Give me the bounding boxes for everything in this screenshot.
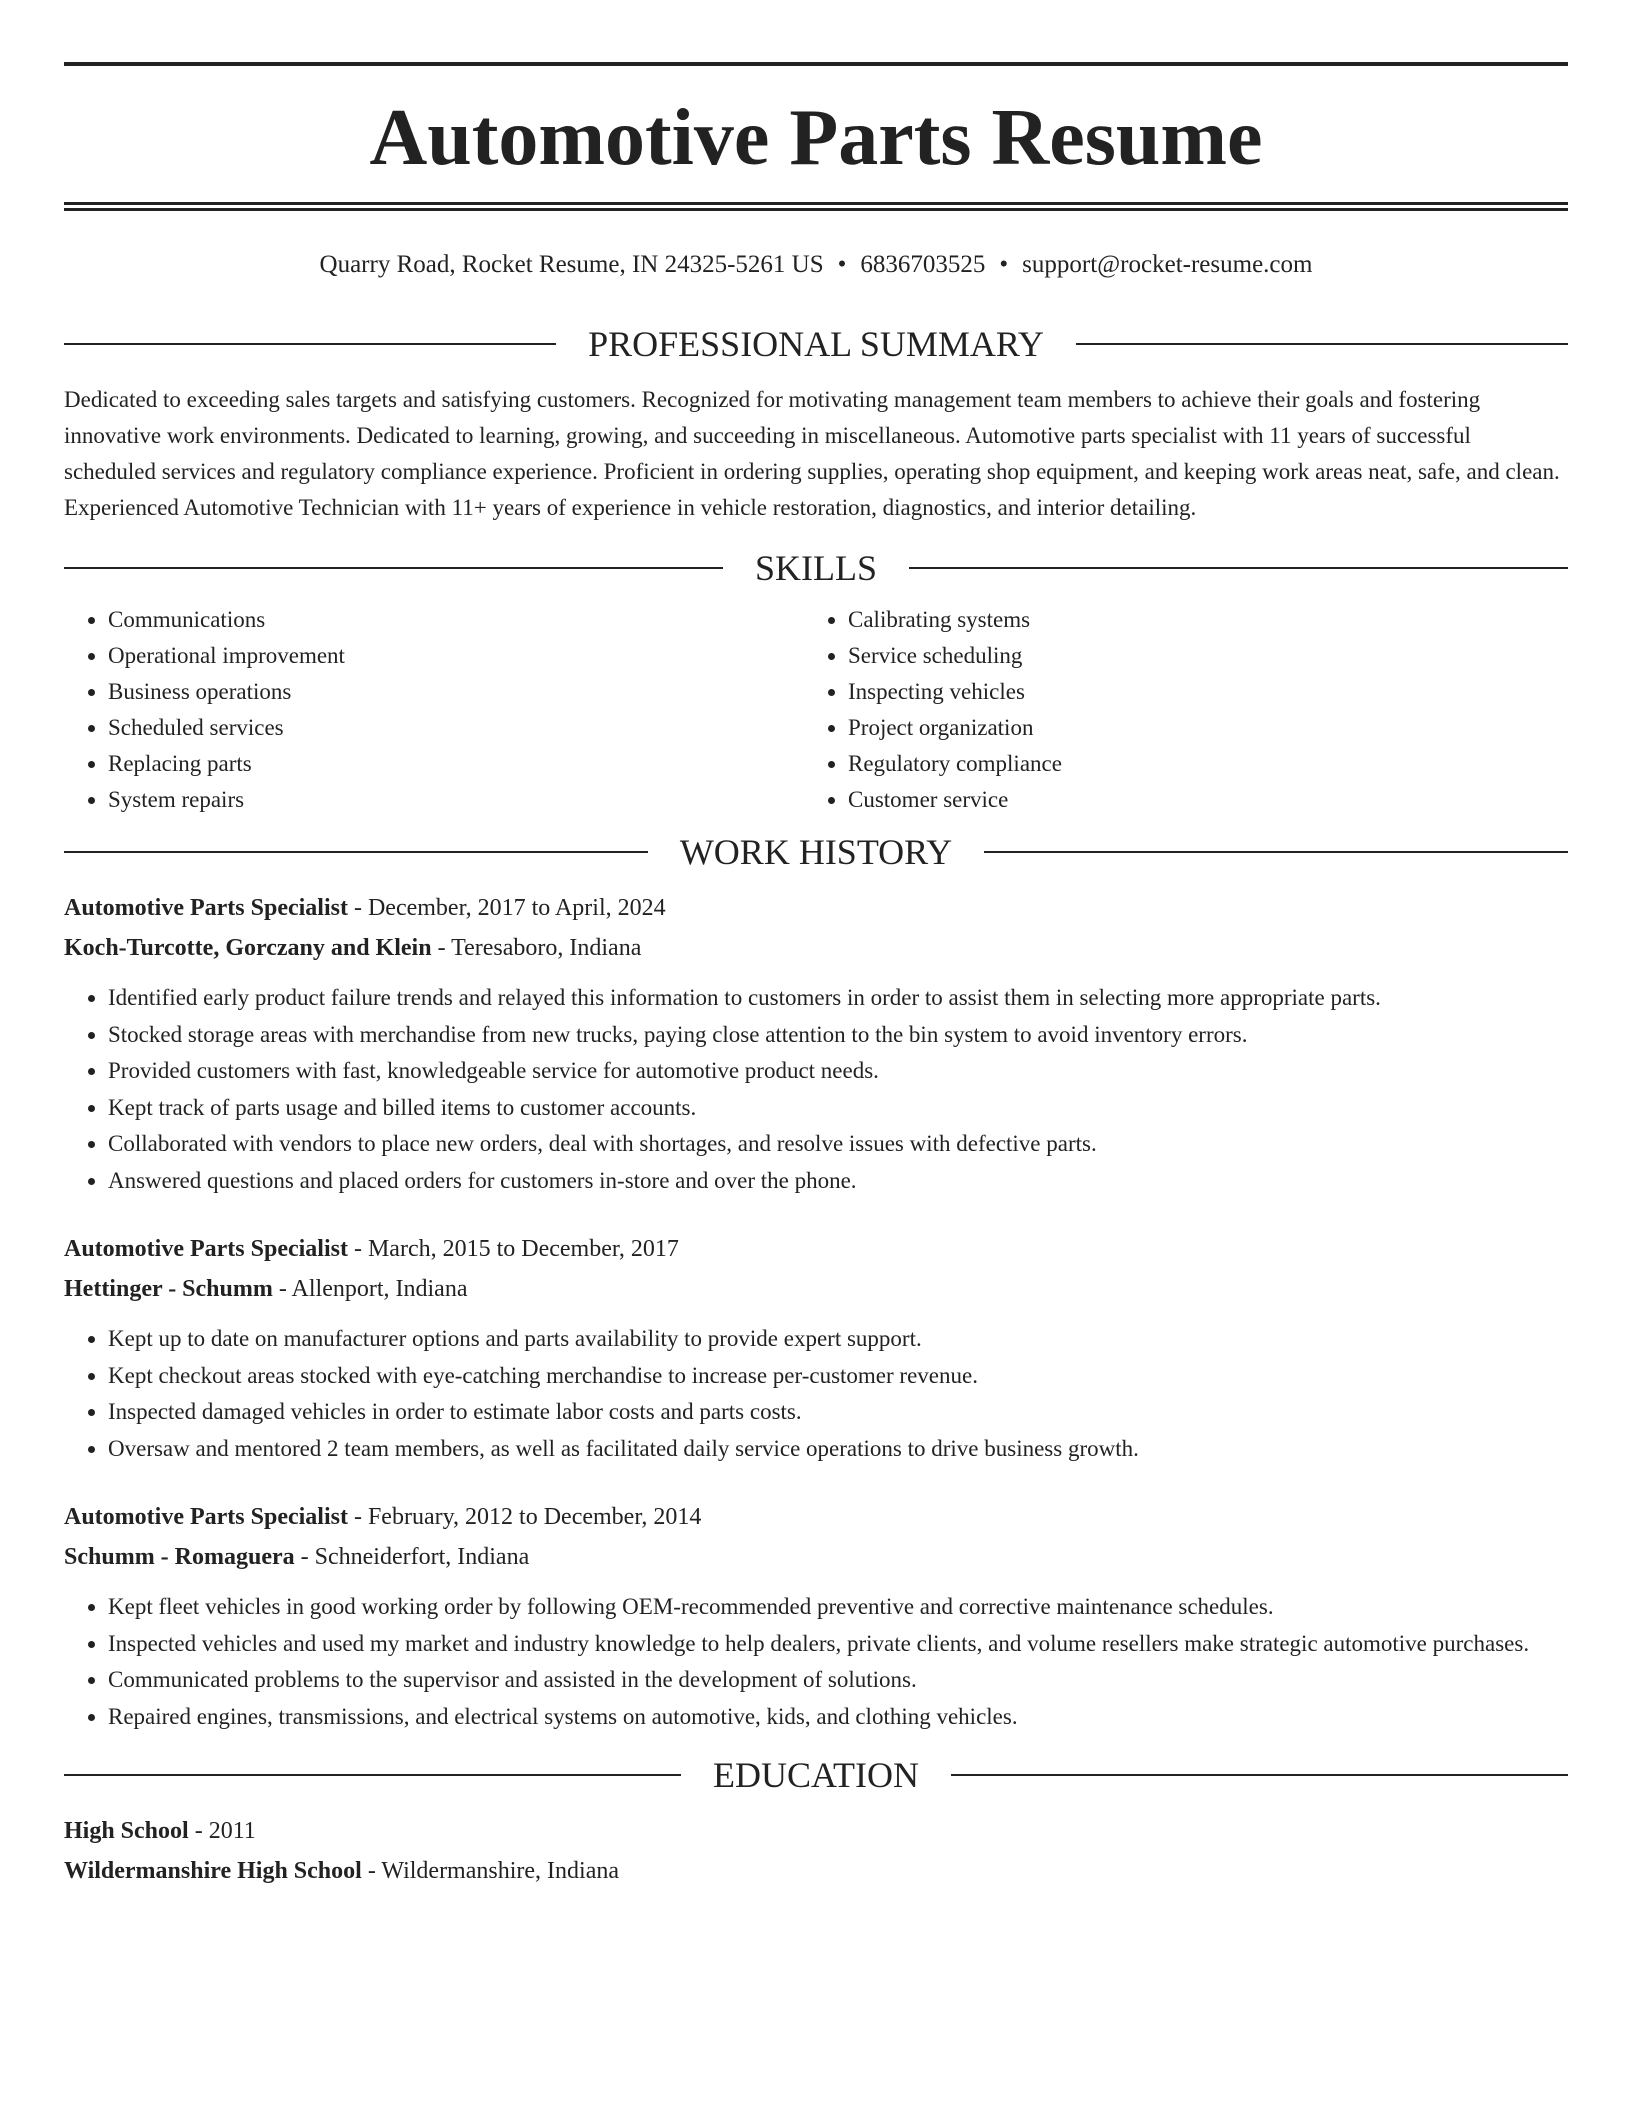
job-bullet: • Kept fleet vehicles in good working order by following OEM-recommended preventive and corrective maintenance schedules. — [108, 1589, 1568, 1626]
job-company-line — [64, 928, 1568, 968]
top-rule — [64, 62, 1568, 66]
job-bullets — [64, 980, 1568, 1199]
work-heading-label: WORK HISTORY — [679, 832, 953, 872]
heading-rule — [909, 567, 1568, 569]
job-bullet: • Kept checkout areas stocked with eye-catching merchandise to increase per-customer revenue. — [108, 1358, 1568, 1395]
education-degree-line — [64, 1811, 1568, 1851]
skill-item: • Service scheduling — [848, 638, 1548, 674]
skill-item: • Calibrating systems — [848, 602, 1548, 638]
summary-heading — [64, 320, 1568, 368]
job-company-line — [64, 1537, 1568, 1577]
skills-heading-label: SKILLS — [755, 548, 878, 588]
education-school: Wildermanshire High School — [64, 1858, 362, 1884]
job-bullet: • Oversaw and mentored 2 team members, as well as facilitated daily service operations to drive business growth. — [108, 1431, 1568, 1468]
job-dates: - February, 2012 to December, 2014 — [347, 1504, 702, 1530]
skill-item: • System repairs — [108, 782, 806, 818]
contact-line — [64, 248, 1568, 282]
contact-email: support@rocket-resume.com — [1022, 251, 1313, 278]
skill-item: • Operational improvement — [108, 638, 806, 674]
job-bullet: • Stocked storage areas with merchandise from new trucks, paying close attention to the bin system to avoid inventory errors. — [108, 1017, 1568, 1054]
job-company: Hettinger - Schumm — [64, 1276, 273, 1302]
job-bullet: • Inspected damaged vehicles in order to estimate labor costs and parts costs. — [108, 1394, 1568, 1431]
job-entry — [64, 888, 1568, 1199]
job-bullet: • Inspected vehicles and used my market and industry knowledge to help dealers, private clients, and volume resellers make strategic automotive purchases. — [108, 1626, 1568, 1663]
job-bullet: • Kept track of parts usage and billed items to customer accounts. — [108, 1090, 1568, 1127]
job-bullet: • Collaborated with vendors to place new orders, deal with shortages, and resolve issues with defective parts. — [108, 1126, 1568, 1163]
heading-rule — [951, 1774, 1568, 1776]
skills-column-left — [64, 602, 806, 818]
skills-heading — [64, 544, 1568, 592]
job-title-line — [64, 888, 1568, 928]
contact-separator: • — [837, 251, 847, 278]
education-degree: High School — [64, 1818, 189, 1844]
summary-text: Dedicated to exceeding sales targets and satisfying customers. Recognized for motivating management team members to achieve their goals and fostering innovative work environments. Dedicated to learning, growing, and succeeding in miscellaneous. Automotive parts specialist with 11 years of successful scheduled services and regulatory compliance experience. Proficient in ordering supplies, operating shop equipment, and keeping work areas neat, safe, and clean. Experienced Automotive Technician with 11+ years of experience in vehicle restoration, diagnostics, and interior detailing. — [64, 387, 1560, 520]
heading-rule — [984, 851, 1568, 853]
heading-rule — [64, 1774, 681, 1776]
job-bullet: • Communicated problems to the supervisor and assisted in the development of solutions. — [108, 1662, 1568, 1699]
skills-list — [64, 602, 1568, 818]
job-location: - Teresaboro, Indiana — [431, 935, 642, 961]
job-title-line — [64, 1497, 1568, 1537]
job-company-line — [64, 1269, 1568, 1309]
education-school-line — [64, 1851, 1568, 1891]
heading-rule — [64, 343, 556, 345]
skill-item: • Communications — [108, 602, 806, 638]
job-title: Automotive Parts Specialist — [64, 1504, 348, 1530]
contact-phone: 6836703525 — [860, 251, 986, 278]
skill-item: • Regulatory compliance — [848, 746, 1548, 782]
contact-separator: • — [999, 251, 1009, 278]
skill-item: • Inspecting vehicles — [848, 674, 1548, 710]
job-dates: - December, 2017 to April, 2024 — [347, 895, 666, 921]
job-location: - Allenport, Indiana — [272, 1276, 468, 1302]
job-bullet: • Answered questions and placed orders for customers in-store and over the phone. — [108, 1163, 1568, 1200]
job-title: Automotive Parts Specialist — [64, 1236, 348, 1262]
job-entry — [64, 1497, 1568, 1735]
job-bullet: • Kept up to date on manufacturer options and parts availability to provide expert support. — [108, 1321, 1568, 1358]
skill-item: • Project organization — [848, 710, 1548, 746]
job-bullets — [64, 1589, 1568, 1735]
job-dates: - March, 2015 to December, 2017 — [347, 1236, 679, 1262]
work-heading — [64, 828, 1568, 876]
job-company: Schumm - Romaguera — [64, 1544, 295, 1570]
job-title-line — [64, 1229, 1568, 1269]
contact-address: Quarry Road, Rocket Resume, IN 24325-5261 US — [319, 251, 824, 278]
job-bullet: • Identified early product failure trends and relayed this information to customers in order to assist them in selecting more appropriate parts. — [108, 980, 1568, 1017]
skills-column-right — [806, 602, 1548, 818]
skill-item: • Customer service — [848, 782, 1548, 818]
skill-item: • Scheduled services — [108, 710, 806, 746]
job-bullet: • Provided customers with fast, knowledgeable service for automotive product needs. — [108, 1053, 1568, 1090]
education-year: - 2011 — [188, 1818, 256, 1844]
summary-heading-label: PROFESSIONAL SUMMARY — [588, 324, 1044, 364]
resume-title: Automotive Parts Resume — [369, 94, 1263, 182]
heading-rule — [64, 851, 648, 853]
job-title: Automotive Parts Specialist — [64, 895, 348, 921]
job-bullets — [64, 1321, 1568, 1467]
heading-rule — [64, 567, 723, 569]
education-heading-label: EDUCATION — [713, 1755, 919, 1795]
title-double-rule — [64, 202, 1568, 211]
job-company: Koch-Turcotte, Gorczany and Klein — [64, 935, 432, 961]
heading-rule — [1076, 343, 1568, 345]
skill-item: • Business operations — [108, 674, 806, 710]
job-entry — [64, 1229, 1568, 1467]
education-heading — [64, 1751, 1568, 1799]
skill-item: • Replacing parts — [108, 746, 806, 782]
education-entry — [64, 1811, 1568, 1891]
education-location: - Wildermanshire, Indiana — [361, 1858, 619, 1884]
job-bullet: • Repaired engines, transmissions, and electrical systems on automotive, kids, and clothing vehicles. — [108, 1699, 1568, 1736]
resume-page — [64, 0, 1568, 1891]
job-location: - Schneiderfort, Indiana — [294, 1544, 530, 1570]
